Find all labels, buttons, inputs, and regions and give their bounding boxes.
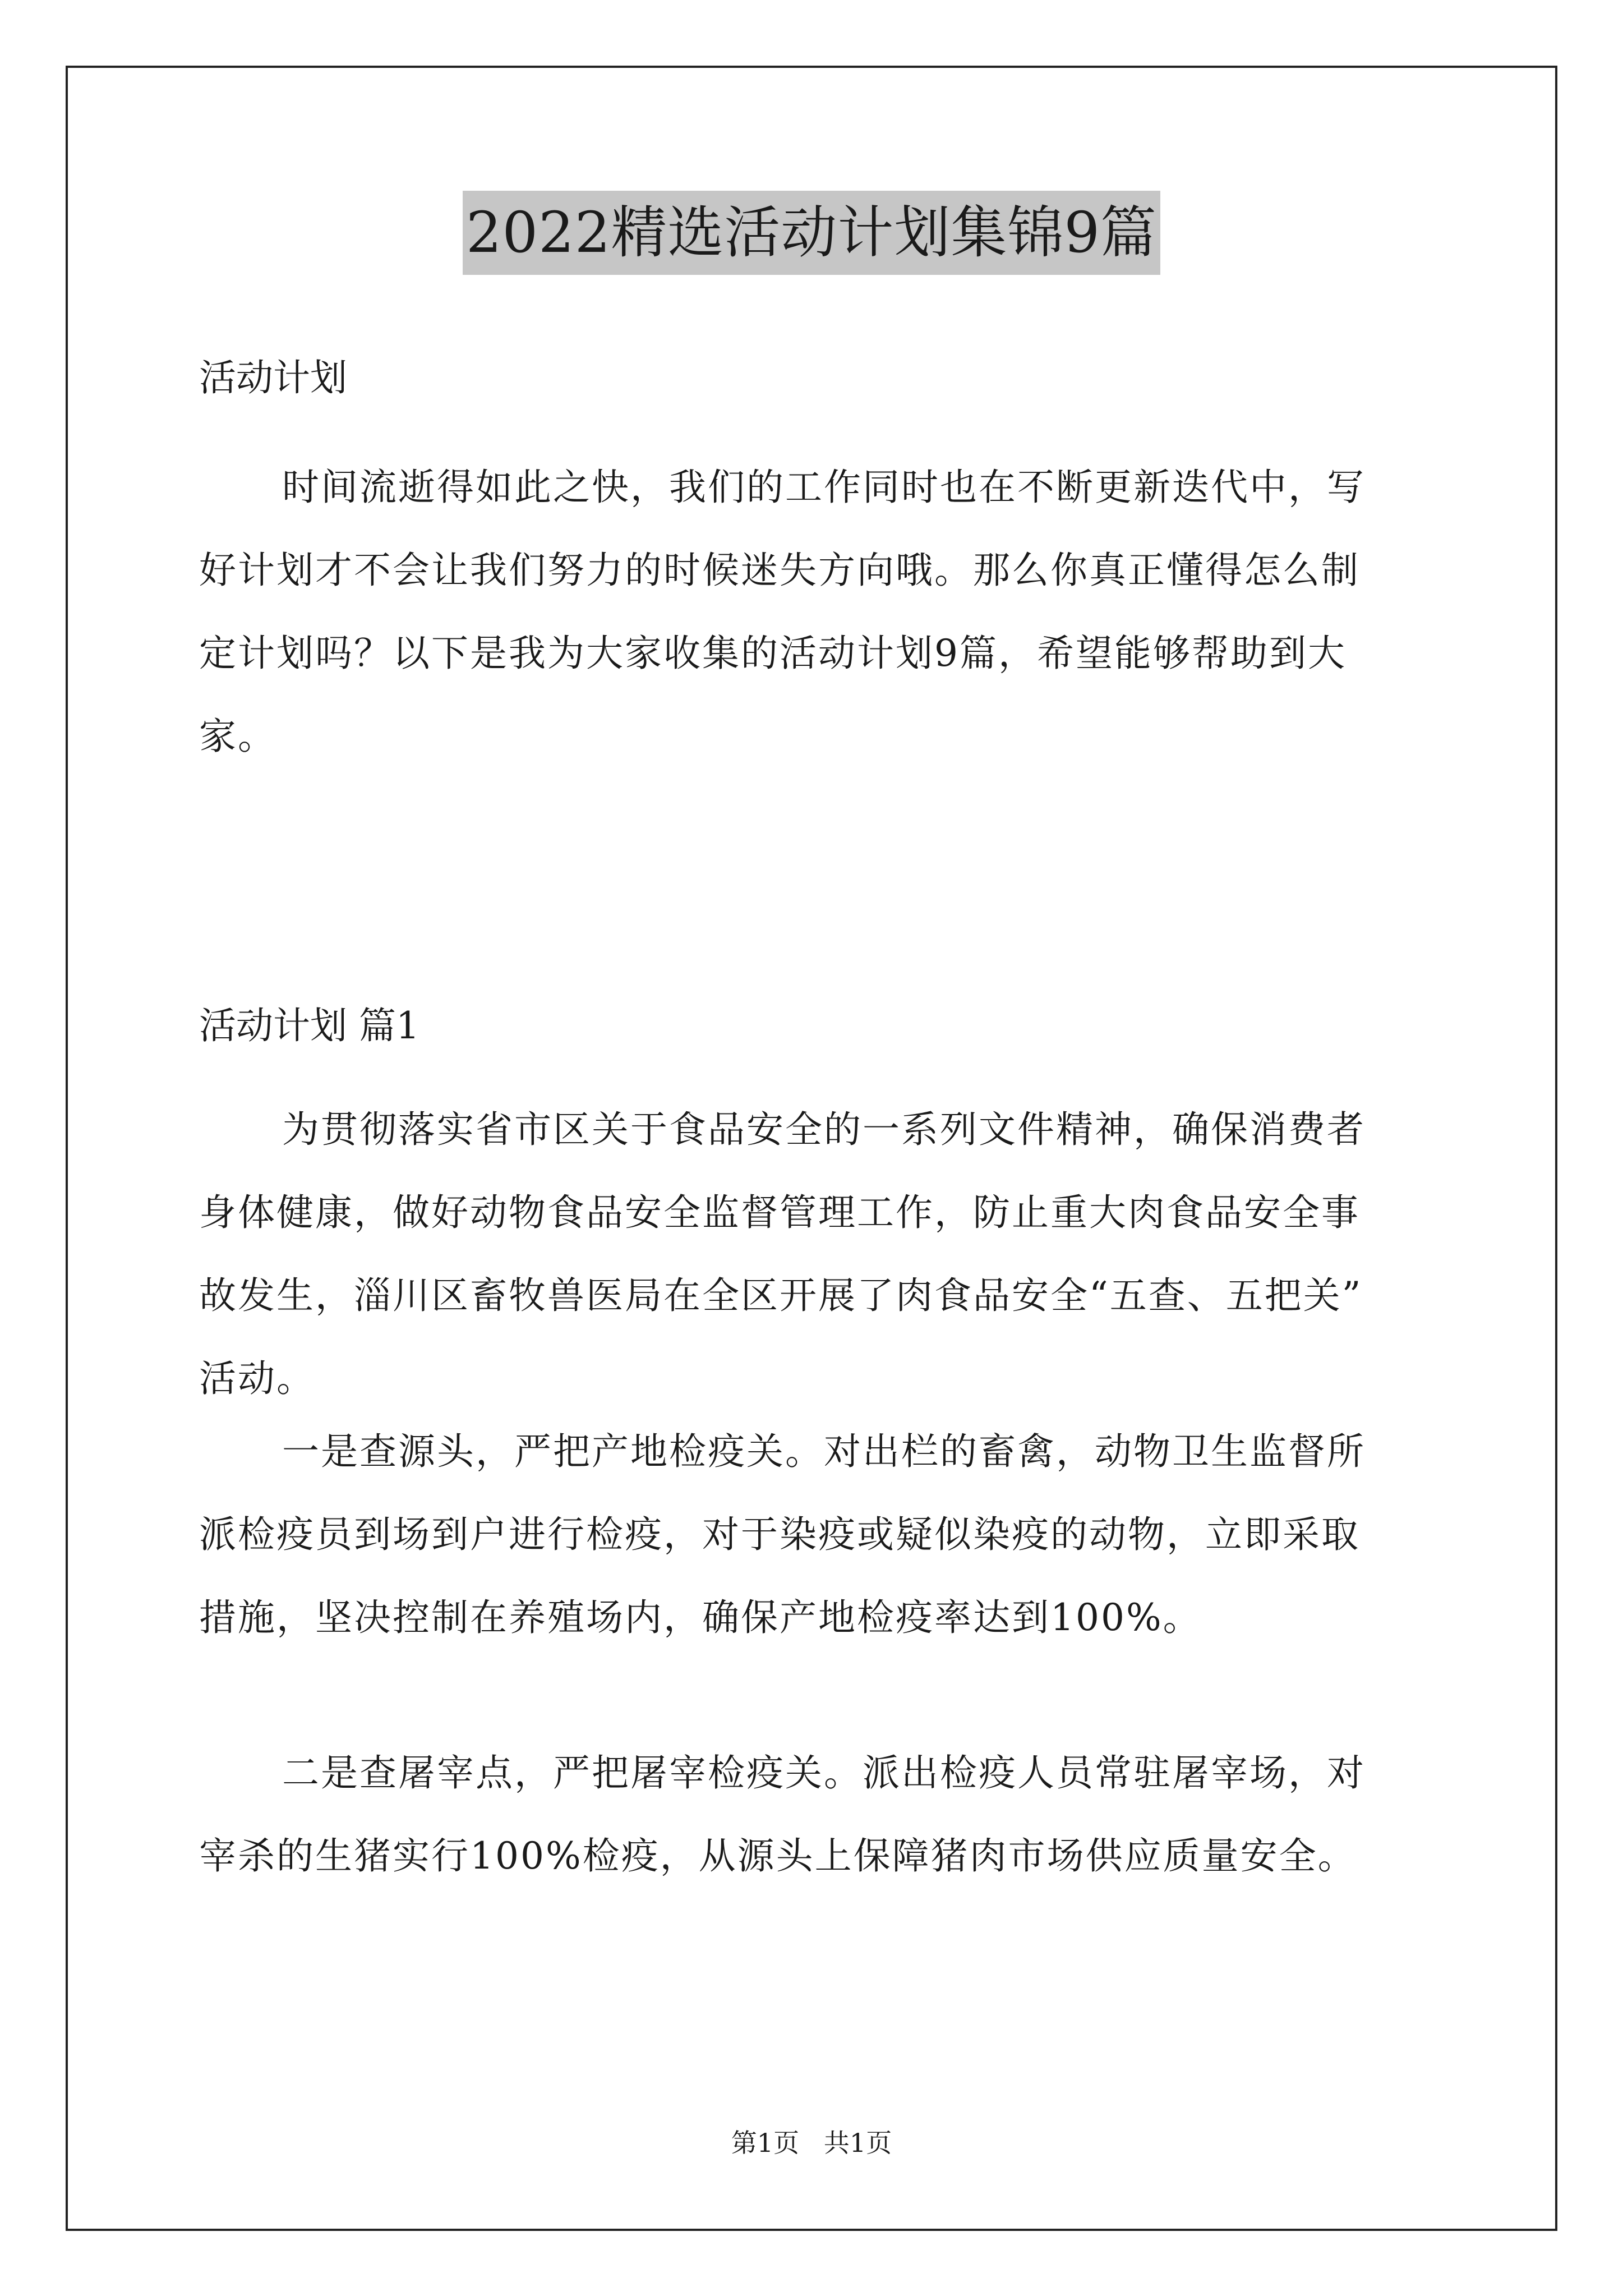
page-footer: 第1页 共1页	[731, 2128, 892, 2158]
section-paragraph-3	[199, 1732, 1433, 1898]
paragraph-line: 好计划才不会让我们努力的时候迷失方向哦。那么你真正懂得怎么制	[199, 549, 1360, 592]
section-paragraph-2	[199, 1410, 1433, 1659]
paragraph-line: 时间流逝得如此之快，我们的工作同时也在不断更新迭代中，写	[282, 466, 1366, 509]
section-paragraph-1	[199, 1088, 1433, 1420]
paragraph-line: 派检疫员到场到户进行检疫，对于染疫或疑似染疫的动物，立即采取	[199, 1513, 1360, 1556]
paragraph-line: 家。	[199, 715, 276, 758]
paragraph-line: 身体健康，做好动物食品安全监督管理工作，防止重大肉食品安全事	[199, 1191, 1360, 1234]
document-title: 2022精选活动计划集锦9篇	[463, 191, 1160, 275]
paragraph-line: 一是查源头，严把产地检疫关。对出栏的畜禽，动物卫生监督所	[282, 1430, 1366, 1473]
paragraph-line: 为贯彻落实省市区关于食品安全的一系列文件精神，确保消费者	[282, 1108, 1366, 1151]
paragraph-line: 宰杀的生猪实行100%检疫，从源头上保障猪肉市场供应质量安全。	[199, 1834, 1357, 1878]
paragraph-line: 故发生，淄川区畜牧兽医局在全区开展了肉食品安全“五查、五把关”	[199, 1274, 1363, 1317]
intro-heading: 活动计划	[199, 356, 347, 399]
paragraph-line: 二是查屠宰点，严把屠宰检疫关。派出检疫人员常驻屠宰场，对	[282, 1751, 1366, 1795]
intro-paragraph	[199, 446, 1433, 778]
title-container	[0, 191, 1623, 275]
section-heading: 活动计划 篇1	[199, 1004, 419, 1047]
paragraph-line: 定计划吗？以下是我为大家收集的活动计划9篇，希望能够帮助到大	[199, 632, 1347, 675]
paragraph-line: 措施，坚决控制在养殖场内，确保产地检疫率达到100%。	[199, 1596, 1202, 1639]
paragraph-line: 活动。	[199, 1357, 315, 1400]
